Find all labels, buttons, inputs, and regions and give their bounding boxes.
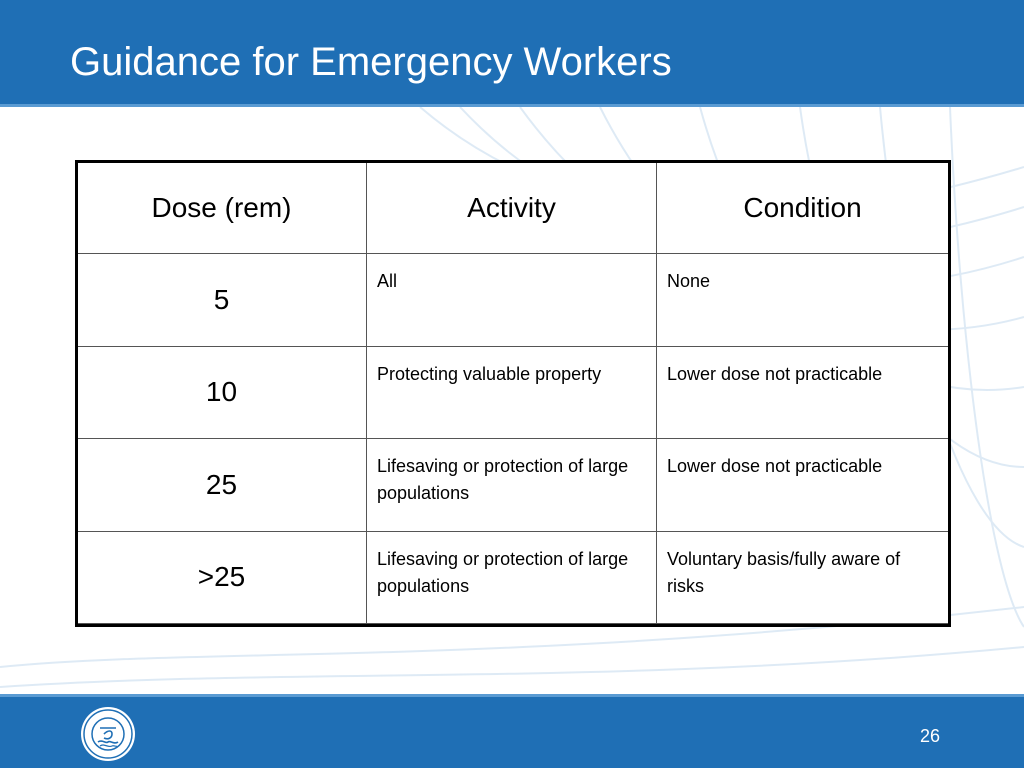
activity-cell: Lifesaving or protection of large populations <box>367 439 657 531</box>
column-header-activity: Activity <box>367 162 657 254</box>
page-number: 26 <box>919 726 940 746</box>
dose-guidance-table <box>76 161 948 624</box>
table-row <box>77 531 949 623</box>
table <box>76 161 949 624</box>
table-row <box>77 254 949 346</box>
dose-cell: >25 <box>77 531 367 623</box>
table-row <box>77 439 949 531</box>
dose-cell: 5 <box>77 254 367 346</box>
activity-cell: All <box>367 254 657 346</box>
agency-seal-icon <box>80 706 136 762</box>
activity-cell: Protecting valuable property <box>367 346 657 438</box>
condition-cell: None <box>657 254 949 346</box>
table-row <box>77 346 949 438</box>
header-bar <box>0 0 1024 104</box>
condition-cell: Lower dose not practicable <box>657 346 949 438</box>
dose-cell: 25 <box>77 439 367 531</box>
activity-cell: Lifesaving or protection of large populations <box>367 531 657 623</box>
slide-title: Guidance for Emergency Workers <box>70 40 672 84</box>
table-header-row <box>77 162 949 254</box>
column-header-dose: Dose (rem) <box>77 162 367 254</box>
dose-cell: 10 <box>77 346 367 438</box>
condition-cell: Lower dose not practicable <box>657 439 949 531</box>
column-header-condition: Condition <box>657 162 949 254</box>
condition-cell: Voluntary basis/fully aware of risks <box>657 531 949 623</box>
footer-bar <box>0 697 1024 768</box>
